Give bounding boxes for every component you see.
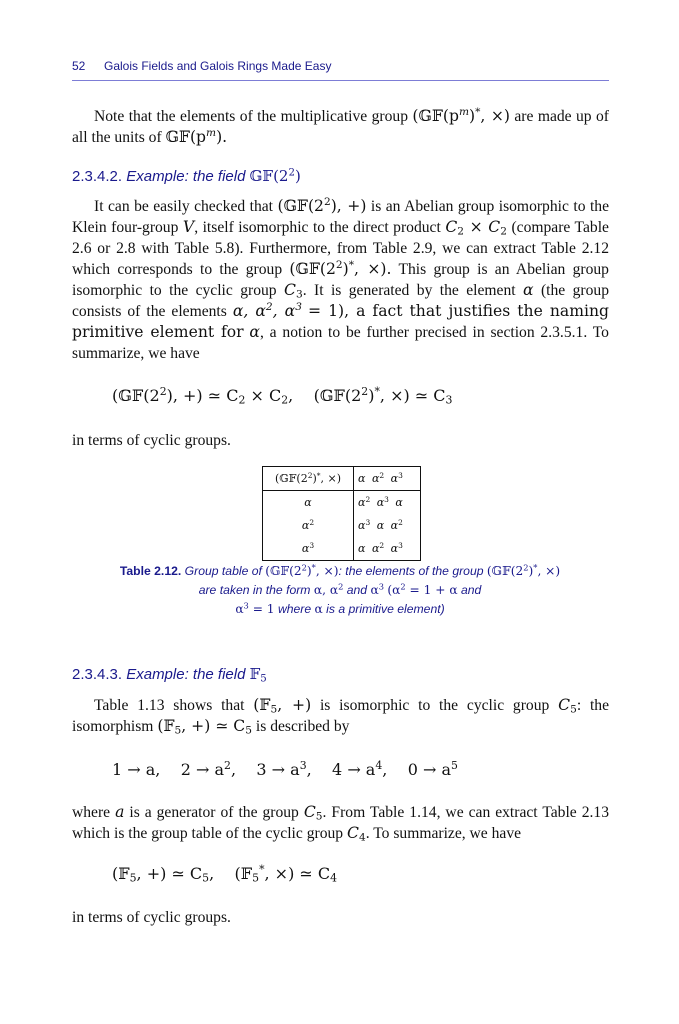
display-isomorphism-map: 1 → a, $2 \to a^2$, $3 \to a^3$, $4 \to a^4$, $0 \to a^5$ (112, 759, 458, 779)
display-equation-f5: (𝔽$_5$, +) ≃ $C_5$, (𝔽$_5$*, ×) ≃ $C_4$ (112, 863, 338, 885)
row-cells: α $\alpha^2$ $\alpha^3$ (358, 540, 403, 555)
section-number: 2.3.4.2. (72, 168, 123, 185)
section-heading-2-3-4-3: 2.3.4.3. Example: the field 𝔽$_5$ (72, 665, 267, 685)
row-header: $\alpha^2$ (263, 514, 354, 537)
table-caption: Table 2.12. Group table of ($𝔾𝔽(2^2)^*$, ×): the elements of the group ($𝔾𝔽(2^2)^*$, ×) are taken in the form α, $\alpha^2$ and $\alpha^3$ ($\alpha^2 = 1 + \alpha$ and $\alpha^3 = 1$ where α is a primitive element) (119, 562, 561, 616)
paragraph-generator: where a is a generator of the group $C_5$. From Table 1.14, we can extract Table 2.13 which is the group table of the cyclic group $C_4$. To summarize, we have (72, 803, 609, 844)
table-row (263, 514, 421, 537)
table-row (263, 491, 421, 515)
row-header: α (263, 491, 354, 515)
paragraph-f5: Table 1.13 shows that (𝔽$_5$, +) is isomorphic to the cyclic group $C_5$: the isomorphism (𝔽$_5$, +) ≃ $C_5$ is described by (72, 696, 609, 737)
section-number: 2.3.4.3. (72, 666, 123, 683)
display-equation-gf4: ($𝔾𝔽(2^2)$, +) ≃ $C_2 \times C_2$, ($𝔾𝔽(2^2)^*$, ×) ≃ $C_3$ (112, 385, 453, 407)
table-header-row (263, 467, 421, 491)
section-title: Example: the field (126, 168, 246, 185)
page-number: 52 (72, 59, 86, 73)
running-header (72, 58, 609, 81)
row-cells: $\alpha^3$ α $\alpha^2$ (358, 517, 403, 532)
row-header: $\alpha^3$ (263, 537, 354, 561)
paragraph-gf4: It can be easily checked that ($𝔾𝔽(2^2)$, +) is an Abelian group isomorphic to the Klein four-group V, itself isomorphic to the direct product $C_2 \times C_2$ (compare Table 2.6 or 2.8 with Table 5.8). Furthermore, from Table 2.9, we can extract Table 2.12 which corresponds to the group ($𝔾𝔽(2^2)^*$, ×). This group is an Abelian group isomorphic to the cyclic group $C_3$. It is generated by the element α (the group consists of the elements α, $\alpha^2$, $\alpha^3 = 1$), a fact that justifies the naming primitive element for α, a notion to be further precised in section 2.3.5.1. To summarize, we have (72, 196, 610, 362)
book-title: Galois Fields and Galois Rings Made Easy (104, 59, 332, 73)
paragraph-cyclic-2: in terms of cyclic groups. (72, 909, 231, 926)
table-header-cells: α $\alpha^2$ $\alpha^3$ (354, 467, 421, 491)
section-title: Example: the field (126, 666, 246, 683)
paragraph-cyclic-1: in terms of cyclic groups. (72, 432, 231, 449)
row-cells: $\alpha^2$ $\alpha^3$ α (358, 494, 403, 509)
table-corner: ($𝔾𝔽(2^2)^*$, ×) (263, 467, 354, 491)
table-row (263, 537, 421, 561)
paragraph-units: Note that the elements of the multiplicative group ($𝔾𝔽(p^m)^*$, ×) are made up of all the units of $𝔾𝔽(p^m)$. (72, 106, 609, 146)
section-heading-2-3-4-2: 2.3.4.2. Example: the field $𝔾𝔽(2^2)$ (72, 167, 301, 185)
group-table-2-12 (262, 466, 421, 561)
